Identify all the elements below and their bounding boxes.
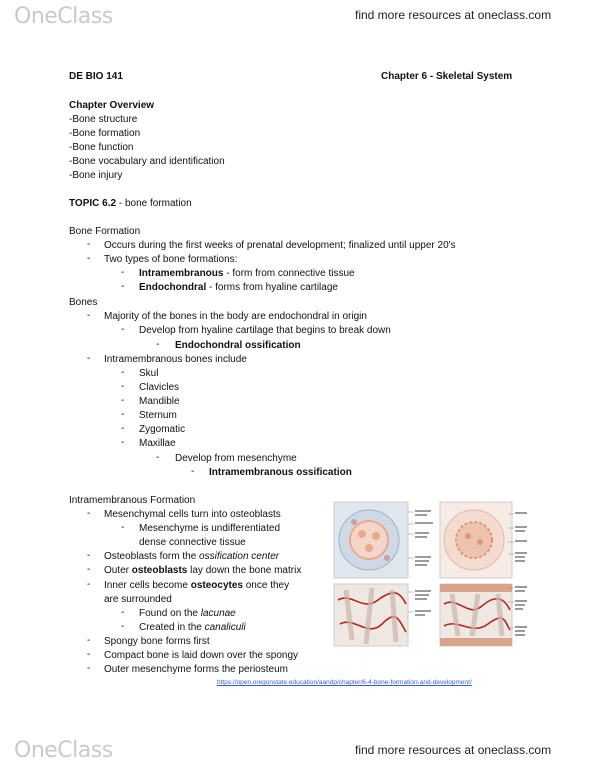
- bullet-dash: -: [87, 564, 91, 575]
- topic-heading: TOPIC 6.2 - bone formation: [69, 198, 192, 209]
- bones-line-5: Develop from mesenchyme: [175, 453, 297, 464]
- overview-item: -Bone function: [69, 142, 134, 153]
- intra-formation-title: Intramembranous Formation: [69, 495, 196, 506]
- overview-item: -Bone vocabulary and identification: [69, 156, 225, 167]
- bullet-dash: -: [121, 267, 125, 278]
- bullet-dash: -: [191, 466, 195, 477]
- bullet-dash: -: [156, 339, 160, 350]
- overview-item: -Bone structure: [69, 114, 138, 125]
- if-line-6: Found on the lacunae: [139, 608, 236, 619]
- bone-list-item: Sternum: [139, 410, 177, 421]
- bf-endochondral: Endochondral - forms from hyaline cartilage: [139, 282, 338, 293]
- if-line-10: Outer mesenchyme forms the periosteum: [104, 664, 288, 675]
- bone-list-item: Clavicles: [139, 382, 180, 393]
- bones-intra-ossification: Intramembranous ossification: [209, 467, 352, 478]
- bullet-dash: -: [121, 522, 125, 533]
- if-line-8: Spongy bone forms first: [104, 636, 210, 647]
- bone-list-item: Maxillae: [139, 438, 176, 449]
- if-line-7: Created in the canaliculi: [139, 622, 246, 633]
- source-link[interactable]: https://open.oregonstate.education/aandp/chapter/6-4-bone-formation-and-development/: [217, 679, 472, 686]
- bf-line-1: Occurs during the first weeks of prenatal development; finalized until upper 20's: [104, 240, 456, 251]
- bones-line-4: Intramembranous bones include: [104, 354, 247, 365]
- bullet-dash: -: [121, 381, 125, 392]
- bullet-dash: -: [87, 310, 91, 321]
- bone-formation-title: Bone Formation: [69, 226, 141, 237]
- bullet-dash: -: [121, 409, 125, 420]
- bullet-dash: -: [87, 635, 91, 646]
- bones-line-1: Majority of the bones in the body are endochondral in origin: [104, 311, 367, 322]
- if-line-2b: dense connective tissue: [139, 537, 246, 548]
- overview-item: -Bone injury: [69, 170, 123, 181]
- if-line-2: Mesenchyme is undifferentiated: [139, 523, 281, 534]
- oneclass-logo-bottom[interactable]: OneClass: [14, 738, 113, 763]
- tagline-bottom[interactable]: find more resources at oneclass.com: [355, 743, 552, 757]
- bullet-dash: -: [121, 367, 125, 378]
- ossification-figure: [332, 500, 528, 675]
- bullet-dash: -: [121, 437, 125, 448]
- bf-line-2: Two types of bone formations:: [104, 254, 238, 265]
- bullet-dash: -: [156, 452, 160, 463]
- overview-title: Chapter Overview: [69, 100, 155, 111]
- bullet-dash: -: [87, 579, 91, 590]
- overview-item: -Bone formation: [69, 128, 141, 139]
- bullet-dash: -: [87, 239, 91, 250]
- bullet-dash: -: [121, 607, 125, 618]
- bone-list-item: Zygomatic: [139, 424, 186, 435]
- bullet-dash: -: [121, 324, 125, 335]
- if-line-5: Inner cells become osteocytes once they: [104, 580, 290, 591]
- bullet-dash: -: [87, 253, 91, 264]
- bullet-dash: -: [121, 423, 125, 434]
- tagline-top[interactable]: find more resources at oneclass.com: [355, 8, 552, 22]
- bones-endo-ossification: Endochondral ossification: [175, 340, 301, 351]
- if-line-9: Compact bone is laid down over the spongy: [104, 650, 299, 661]
- ossification-illustration: [332, 500, 528, 675]
- bullet-dash: -: [87, 550, 91, 561]
- if-line-3: Osteoblasts form the ossification center: [104, 551, 280, 562]
- chapter-title: Chapter 6 - Skeletal System: [381, 71, 513, 82]
- bullet-dash: -: [87, 508, 91, 519]
- bone-list-item: Skul: [139, 368, 159, 379]
- bullet-dash: -: [87, 353, 91, 364]
- bullet-dash: -: [121, 395, 125, 406]
- course-code: DE BIO 141: [69, 71, 123, 82]
- bullet-dash: -: [87, 649, 91, 660]
- bullet-dash: -: [87, 663, 91, 674]
- bones-line-2: Develop from hyaline cartilage that begins to break down: [139, 325, 391, 336]
- bullet-dash: -: [121, 621, 125, 632]
- bullet-dash: -: [121, 281, 125, 292]
- if-line-5b: are surrounded: [104, 594, 172, 605]
- if-line-1: Mesenchymal cells turn into osteoblasts: [104, 509, 281, 520]
- bones-title: Bones: [69, 297, 98, 308]
- bone-list-item: Mandible: [139, 396, 180, 407]
- if-line-4: Outer osteoblasts lay down the bone matrix: [104, 565, 302, 576]
- bf-intramembranous: Intramembranous - form from connective tissue: [139, 268, 355, 279]
- oneclass-logo[interactable]: OneClass: [14, 4, 113, 29]
